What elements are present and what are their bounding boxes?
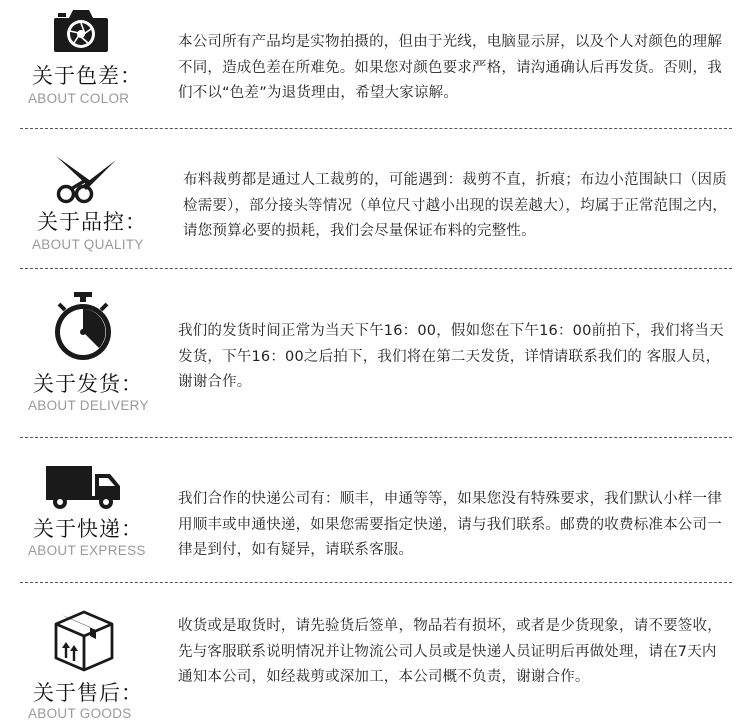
stopwatch-icon <box>50 290 116 362</box>
section-subtitle: ABOUT EXPRESS <box>28 543 146 558</box>
section-title: 关于色差： <box>32 64 142 88</box>
section-text: 收货或是取货时，请先验货后签单，物品若有损坏，或者是少货现象，请不要签收，先与客服联系说明情况并让物流公司人员或是快递人员证明后再做处理，请在7天内通知本公司，如经裁剪或深加工，本公司概不负责，谢谢合作。 <box>178 618 722 685</box>
section-text: 布料裁剪都是通过人工裁剪的，可能遇到：裁剪不直，折痕；布边小范围缺口（因质检需要），部分接头等情况（单位尺寸越小出现的误差越大），均属于正常范围之内，请您预算必要的损耗，我们会尽量保证布料的完整性。 <box>183 172 728 239</box>
section-subtitle: ABOUT QUALITY <box>32 237 144 252</box>
section-divider <box>20 128 732 129</box>
section-title: 关于品控： <box>37 210 147 234</box>
section-subtitle: ABOUT GOODS <box>28 706 132 721</box>
section-title: 关于发货： <box>33 372 143 396</box>
truck-icon <box>44 464 124 510</box>
section-text: 我们的发货时间正常为当天下午16：00，假如您在下午16：00前拍下，我们将当天发货，下午16：00之后拍下，我们将在第二天发货，详情请联系我们的 客服人员，谢谢合作。 <box>178 323 724 390</box>
section-subtitle: ABOUT COLOR <box>28 91 130 106</box>
section-title: 关于快递： <box>33 517 143 541</box>
section-title: 关于售后： <box>33 681 143 705</box>
section-text: 本公司所有产品均是实物拍摄的，但由于光线，电脑显示屏，以及个人对颜色的理解不同，造成色差在所难免。如果您对颜色要求严格，请沟通确认后再发货。否则，我们不以“色差”为退货理由，希望大家谅解。 <box>178 34 722 101</box>
section-divider <box>20 268 732 269</box>
section-subtitle: ABOUT DELIVERY <box>28 398 149 413</box>
package-icon <box>50 606 118 672</box>
camera-icon <box>52 6 110 54</box>
scissors-icon <box>52 152 118 204</box>
section-divider <box>20 582 732 583</box>
section-divider <box>20 437 732 438</box>
section-text: 我们合作的快递公司有：顺丰，申通等等，如果您没有特殊要求，我们默认小样一律用顺丰或申通快递，如果您需要指定快递，请与我们联系。邮费的收费标准本公司一律是到付，如有疑异，请联系客服。 <box>178 491 722 558</box>
